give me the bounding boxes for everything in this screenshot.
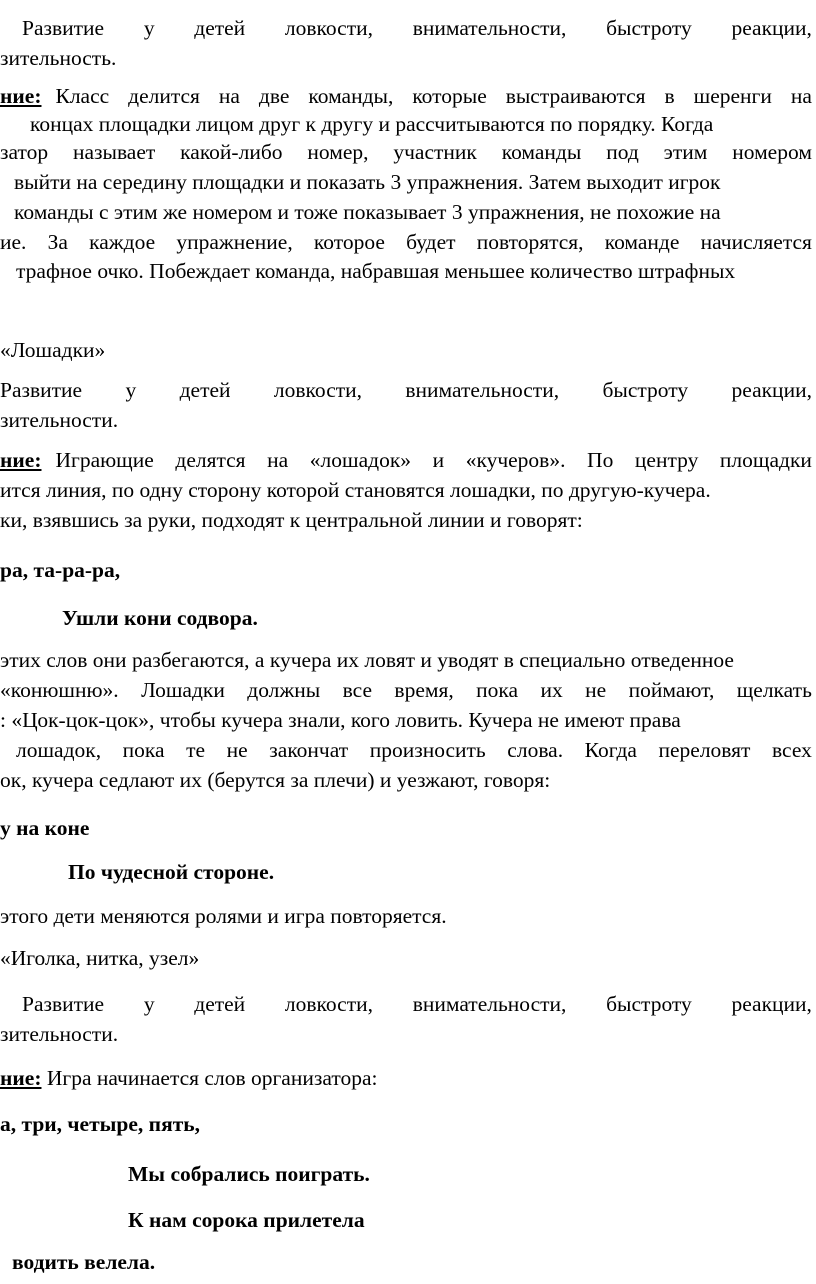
game3-verse-2: Мы собрались поиграть. — [128, 1162, 370, 1186]
word: начисляется — [700, 230, 812, 254]
word: щелкать — [736, 678, 812, 702]
game2-line-8: ок, кучера седлают их (берутся за плечи) и уезжают, говоря: — [0, 768, 551, 792]
word: номером — [732, 140, 812, 164]
word: и — [432, 448, 445, 472]
word: лошадок, — [16, 738, 102, 762]
word: пока — [122, 738, 165, 762]
word: затор — [0, 140, 49, 164]
game2-title: «Лошадки» — [0, 338, 106, 362]
word: ловкости, — [284, 16, 373, 40]
word: делится — [128, 84, 200, 108]
word: ие. — [0, 230, 27, 254]
game2-verse-1: ра, та-ра-ра, — [0, 558, 121, 582]
word: не — [585, 678, 607, 702]
p2-line-7: трафное очко. Побеждает команда, набравшая меньшее количество штрафных — [16, 259, 736, 283]
word: внимательности, — [405, 378, 560, 402]
word: которое — [313, 230, 385, 254]
word: детей — [179, 378, 231, 402]
game2-line-1 — [0, 446, 816, 474]
word: ловкости, — [284, 992, 373, 1016]
word: быстроту — [606, 992, 692, 1016]
word: этим — [663, 140, 708, 164]
p2-line-5: команды с этим же номером и тоже показывает 3 упражнения, не похожие на — [14, 200, 721, 224]
word: пока — [476, 678, 519, 702]
game3-line-1 — [0, 1064, 816, 1092]
word: будет — [406, 230, 456, 254]
p1-line-1 — [22, 14, 812, 42]
word: всех — [772, 738, 812, 762]
p1-line-2: зительность. — [0, 46, 117, 70]
word: «лошадок» — [309, 448, 412, 472]
p2-line-3 — [0, 138, 812, 166]
word: упражнение, — [176, 230, 293, 254]
word: По — [587, 448, 614, 472]
word: переловят — [658, 738, 751, 762]
game2-verse-4: По чудесной стороне. — [68, 860, 275, 884]
word: номер, — [307, 140, 369, 164]
word: делятся — [175, 448, 246, 472]
p2-line-4: выйти на середину площадки и показать 3 упражнения. Затем выходит игрок — [14, 170, 721, 194]
p2-line-6 — [0, 228, 812, 256]
word: За — [47, 230, 68, 254]
p2-line-2: концах площадки лицом друг к другу и рассчитываются по порядку. Когда — [30, 112, 714, 136]
word: реакции, — [731, 16, 812, 40]
game2-line-6: : «Цок-цок-цок», чтобы кучера знали, кого ловить. Кучера не имеют права — [0, 708, 681, 732]
word: какой-либо — [180, 140, 283, 164]
p2-line-1 — [0, 82, 816, 110]
word: Класс — [55, 84, 110, 108]
word: под — [606, 140, 639, 164]
game2-verse-3: у на коне — [0, 816, 90, 840]
game2-line-3: ки, взявшись за руки, подходят к центральной линии и говорят: — [0, 508, 583, 532]
game3-goal-line-1 — [22, 990, 812, 1018]
game2-line-9: этого дети меняются ролями и игра повторяется. — [0, 904, 447, 928]
word: быстроту — [602, 378, 689, 402]
word: слова. — [507, 738, 564, 762]
game2-verse-2: Ушли кони содвора. — [62, 606, 258, 630]
word: Играющие — [55, 448, 154, 472]
word: у — [143, 992, 155, 1016]
word: повторятся, — [476, 230, 584, 254]
word: те — [186, 738, 206, 762]
game3-verse-4: водить велела. — [12, 1250, 156, 1274]
game2-line-4: этих слов они разбегаются, а кучера их ловят и уводят в специально отведенное — [0, 648, 734, 672]
word: Развитие — [0, 378, 83, 402]
game2-goal-line-2: зительности. — [0, 408, 119, 432]
game2-label: ние: — [0, 448, 42, 472]
game3-label: ние: — [0, 1066, 42, 1090]
word: выстраиваются — [505, 84, 646, 108]
word: две — [258, 84, 290, 108]
word: Когда — [584, 738, 637, 762]
word: у — [143, 16, 155, 40]
word: на — [218, 84, 240, 108]
game3-line-1-text: Игра начинается слов организатора: — [46, 1066, 378, 1090]
word: площадки — [719, 448, 812, 472]
word: каждое — [89, 230, 156, 254]
word: их — [540, 678, 563, 702]
p2-label: ние: — [0, 84, 42, 108]
word: команде — [604, 230, 680, 254]
game3-verse-3: К нам сорока прилетела — [128, 1208, 365, 1232]
word: время, — [394, 678, 454, 702]
word: «конюшню». — [0, 678, 119, 702]
word: произносить — [369, 738, 486, 762]
word: называет — [72, 140, 156, 164]
word: Лошадки — [141, 678, 225, 702]
game3-title: «Иголка, нитка, узел» — [0, 946, 200, 970]
word: быстроту — [606, 16, 692, 40]
word: внимательности, — [412, 16, 567, 40]
game2-line-2: ится линия, по одну сторону которой становятся лошадки, по другую-кучера. — [0, 478, 711, 502]
word: Развитие — [22, 992, 105, 1016]
word: которые — [412, 84, 487, 108]
word: поймают, — [628, 678, 715, 702]
game3-verse-1: а, три, четыре, пять, — [0, 1112, 201, 1136]
word: шеренги — [693, 84, 772, 108]
word: на — [267, 448, 289, 472]
word: все — [342, 678, 373, 702]
word: Развитие — [22, 16, 105, 40]
word: реакции, — [731, 992, 812, 1016]
game2-goal-line-1 — [0, 376, 812, 404]
word: на — [790, 84, 812, 108]
word: должны — [247, 678, 321, 702]
game2-line-1-words — [55, 446, 812, 474]
game2-line-7 — [16, 736, 812, 764]
game3-goal-line-2: зительности. — [0, 1022, 119, 1046]
word: «кучеров». — [465, 448, 566, 472]
word: команды — [501, 140, 582, 164]
word: закончат — [269, 738, 349, 762]
word: детей — [194, 992, 246, 1016]
word: участник — [393, 140, 477, 164]
word: внимательности, — [412, 992, 567, 1016]
word: команды, — [308, 84, 394, 108]
word: не — [226, 738, 248, 762]
game2-line-5 — [0, 676, 812, 704]
word: ловкости, — [273, 378, 363, 402]
word: у — [125, 378, 137, 402]
word: детей — [194, 16, 246, 40]
word: центру — [634, 448, 699, 472]
word: в — [664, 84, 675, 108]
p2-line-1-words — [55, 82, 812, 110]
word: реакции, — [731, 378, 812, 402]
